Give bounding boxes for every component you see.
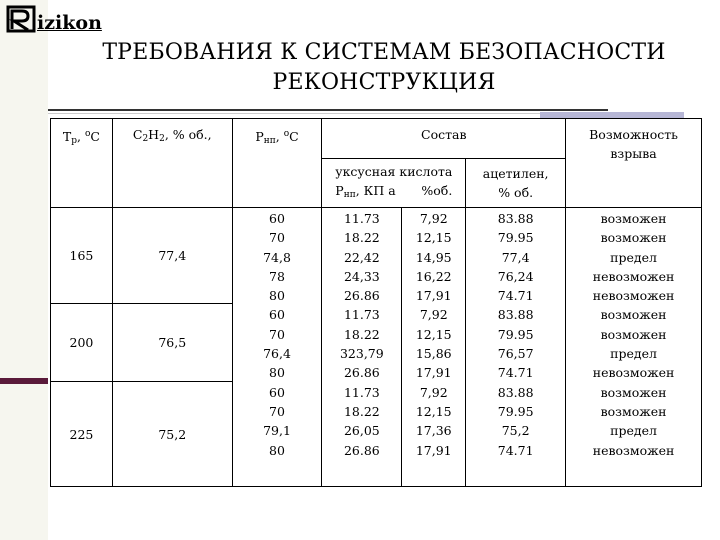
header-explosion: Возможность взрыва [566,119,702,208]
table-cell-value: 7,92 [419,211,448,226]
tp-200: 200 [51,304,113,382]
safety-data-table [50,118,702,487]
table-cell-value: 80 [269,442,285,458]
header-pnp: $Р_{нп}$, $^о$С [232,119,322,208]
table-cell-value: 17,91 [415,288,452,304]
table-cell-value: предел [610,423,657,439]
table-cell-value: 26.86 [343,288,380,304]
table-cell-value: 17,91 [415,365,452,381]
table-cell-value: 11.73 [343,307,380,323]
title-line-1: ТРЕБОВАНИЯ К СИСТЕМАМ БЕЗОПАСНОСТИ [102,40,666,65]
table-cell-value: 79.95 [497,230,534,246]
table-cell-value: 70 [269,326,285,342]
table-cell-value: 76,24 [497,268,534,284]
header-acetic-acid: уксусная кислота $Р_{нп}$, КП а %об. [322,159,466,208]
header-acetylene: ацетилен, % об. [466,159,566,208]
tp-165: 165 [51,208,113,304]
c2h2-225: 75,2 [112,382,232,487]
table-cell-value: 12,15 [415,326,452,342]
table-cell-value: 83.88 [497,307,534,323]
table-cell-value: 74.71 [497,365,534,381]
table-cell-value: невозможен [592,268,675,284]
table-cell-value: 11.73 [343,211,380,226]
table-cell-value: 74,8 [263,249,291,265]
table-cell-value: 70 [269,403,285,419]
table-cell-value: предел [610,346,657,362]
table-cell-value: 79,1 [263,423,291,439]
rizikon-logo [6,4,102,34]
col-kp [322,208,402,487]
table-cell-value: невозможен [592,365,675,381]
table-cell-value: 79.95 [497,326,534,342]
table-cell-value: 24,33 [343,268,380,284]
table-cell-value: 7,92 [419,384,448,400]
table-cell-value: 60 [269,307,285,323]
table-cell-value: 12,15 [415,230,452,246]
table-cell-value: 74.71 [497,442,534,458]
table-cell-value: возможен [600,384,667,400]
table-cell-value: 14,95 [415,249,452,265]
table-cell-value: невозможен [592,442,675,458]
col-pct [402,208,466,487]
table-cell-value: 60 [269,211,285,226]
table-cell-value: 26.86 [343,442,380,458]
table-cell-value: 17,91 [415,442,452,458]
rizikon-logo-icon [6,4,36,34]
table-cell-value: 80 [269,365,285,381]
c2h2-165: 77,4 [112,208,232,304]
col-acetylene [466,208,566,487]
table-cell-value: 16,22 [415,268,452,284]
tp-225: 225 [51,382,113,487]
table-cell-value: возможен [600,403,667,419]
table-cell-value: 60 [269,384,285,400]
table-cell-value: 18.22 [343,230,380,246]
table-cell-value: 75,2 [501,423,530,439]
table-cell-value: 26,05 [343,423,380,439]
left-sidebar-strip [0,0,48,540]
logo-text: izikon [37,12,102,34]
table-cell-value: 22,42 [343,249,380,265]
table-cell-value: 26.86 [343,365,380,381]
header-c2h2: $С_2Н_2$, % об., [112,119,232,208]
header-composition: Состав [322,119,566,159]
table-cell-value: 78 [269,268,285,284]
title-underline-light [48,113,540,114]
table-cell-value: 74.71 [497,288,534,304]
table-cell-value: 76,57 [497,346,534,362]
table-cell-value: невозможен [592,288,675,304]
c2h2-200: 76,5 [112,304,232,382]
title-line-2: РЕКОНСТРУКЦИЯ [272,70,496,95]
sidebar-accent-bar [0,378,48,384]
table-cell-value: возможен [600,211,667,226]
table-cell-value: 79.95 [497,403,534,419]
table-cell-value: 12,15 [415,403,452,419]
table-cell-value: 83.88 [497,384,534,400]
col-explosion [566,208,702,487]
table-cell-value: 80 [269,288,285,304]
table-cell-value: 18.22 [343,326,380,342]
table-cell-value: 15,86 [415,346,452,362]
table-cell-value: возможен [600,230,667,246]
table-cell-value: предел [610,249,657,265]
table-cell-value: 323,79 [339,346,384,362]
title-underline [48,109,608,111]
table-cell-value: 77,4 [501,249,530,265]
table-cell-value: 11.73 [343,384,380,400]
table-cell-value: 76,4 [263,346,291,362]
col-pnp [232,208,322,487]
table-cell-value: 7,92 [419,307,448,323]
table-cell-value: 83.88 [497,211,534,226]
table-cell-value: возможен [600,326,667,342]
table-cell-value: возможен [600,307,667,323]
page-title [48,38,720,98]
table-cell-value: 17,36 [415,423,452,439]
header-tp: $Т_р$, $^о$С [51,119,113,208]
table-cell-value: 18.22 [343,403,380,419]
table-cell-value: 70 [269,230,285,246]
